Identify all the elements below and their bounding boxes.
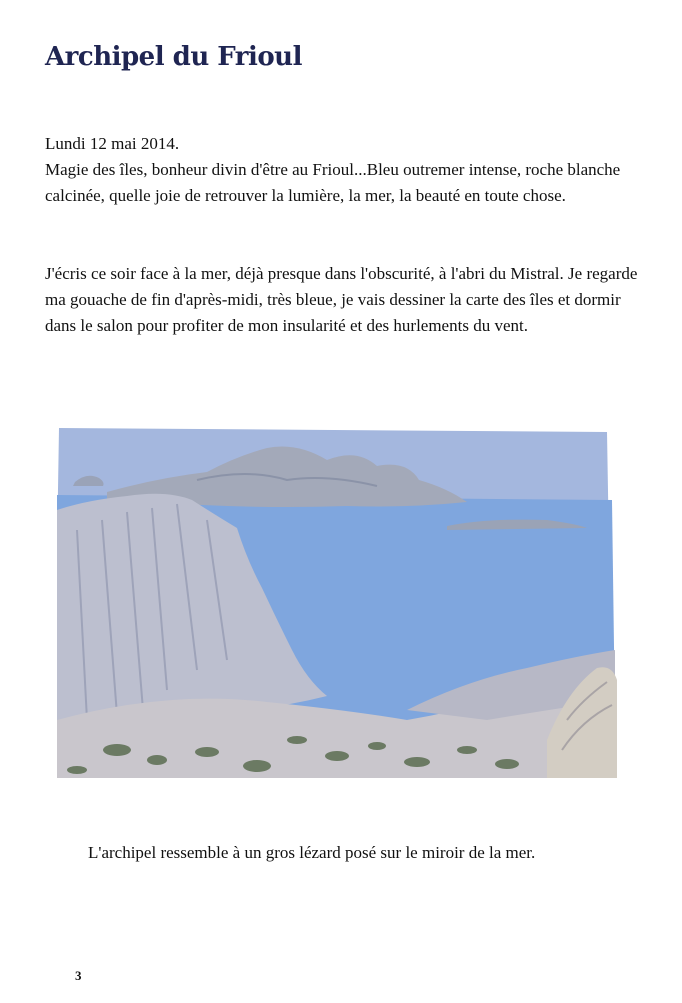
painting-caption: L'archipel ressemble à un gros lézard posé sur le miroir de la mer. <box>88 843 536 862</box>
paragraph-1: Magie des îles, bonheur divin d'être au Frioul...Bleu outremer intense, roche blanche calcinée, quelle joie de retrouver la lumière, la mer, la beauté en toute chose. <box>45 160 621 205</box>
page-title: Archipel du Frioul <box>45 42 302 72</box>
gouache-painting <box>47 420 619 782</box>
paragraph-2: J'écris ce soir face à la mer, déjà presque dans l'obscurité, à l'abri du Mistral. Je regarde ma gouache de fin d'après-midi, très bleue, je vais dessiner la carte des îles et dormir dans le salon pour profiter de mon insularité et des hurlements du vent. <box>45 264 638 335</box>
entry-date: Lundi 12 mai 2014. <box>45 134 180 153</box>
page-number: 3 <box>75 968 82 983</box>
